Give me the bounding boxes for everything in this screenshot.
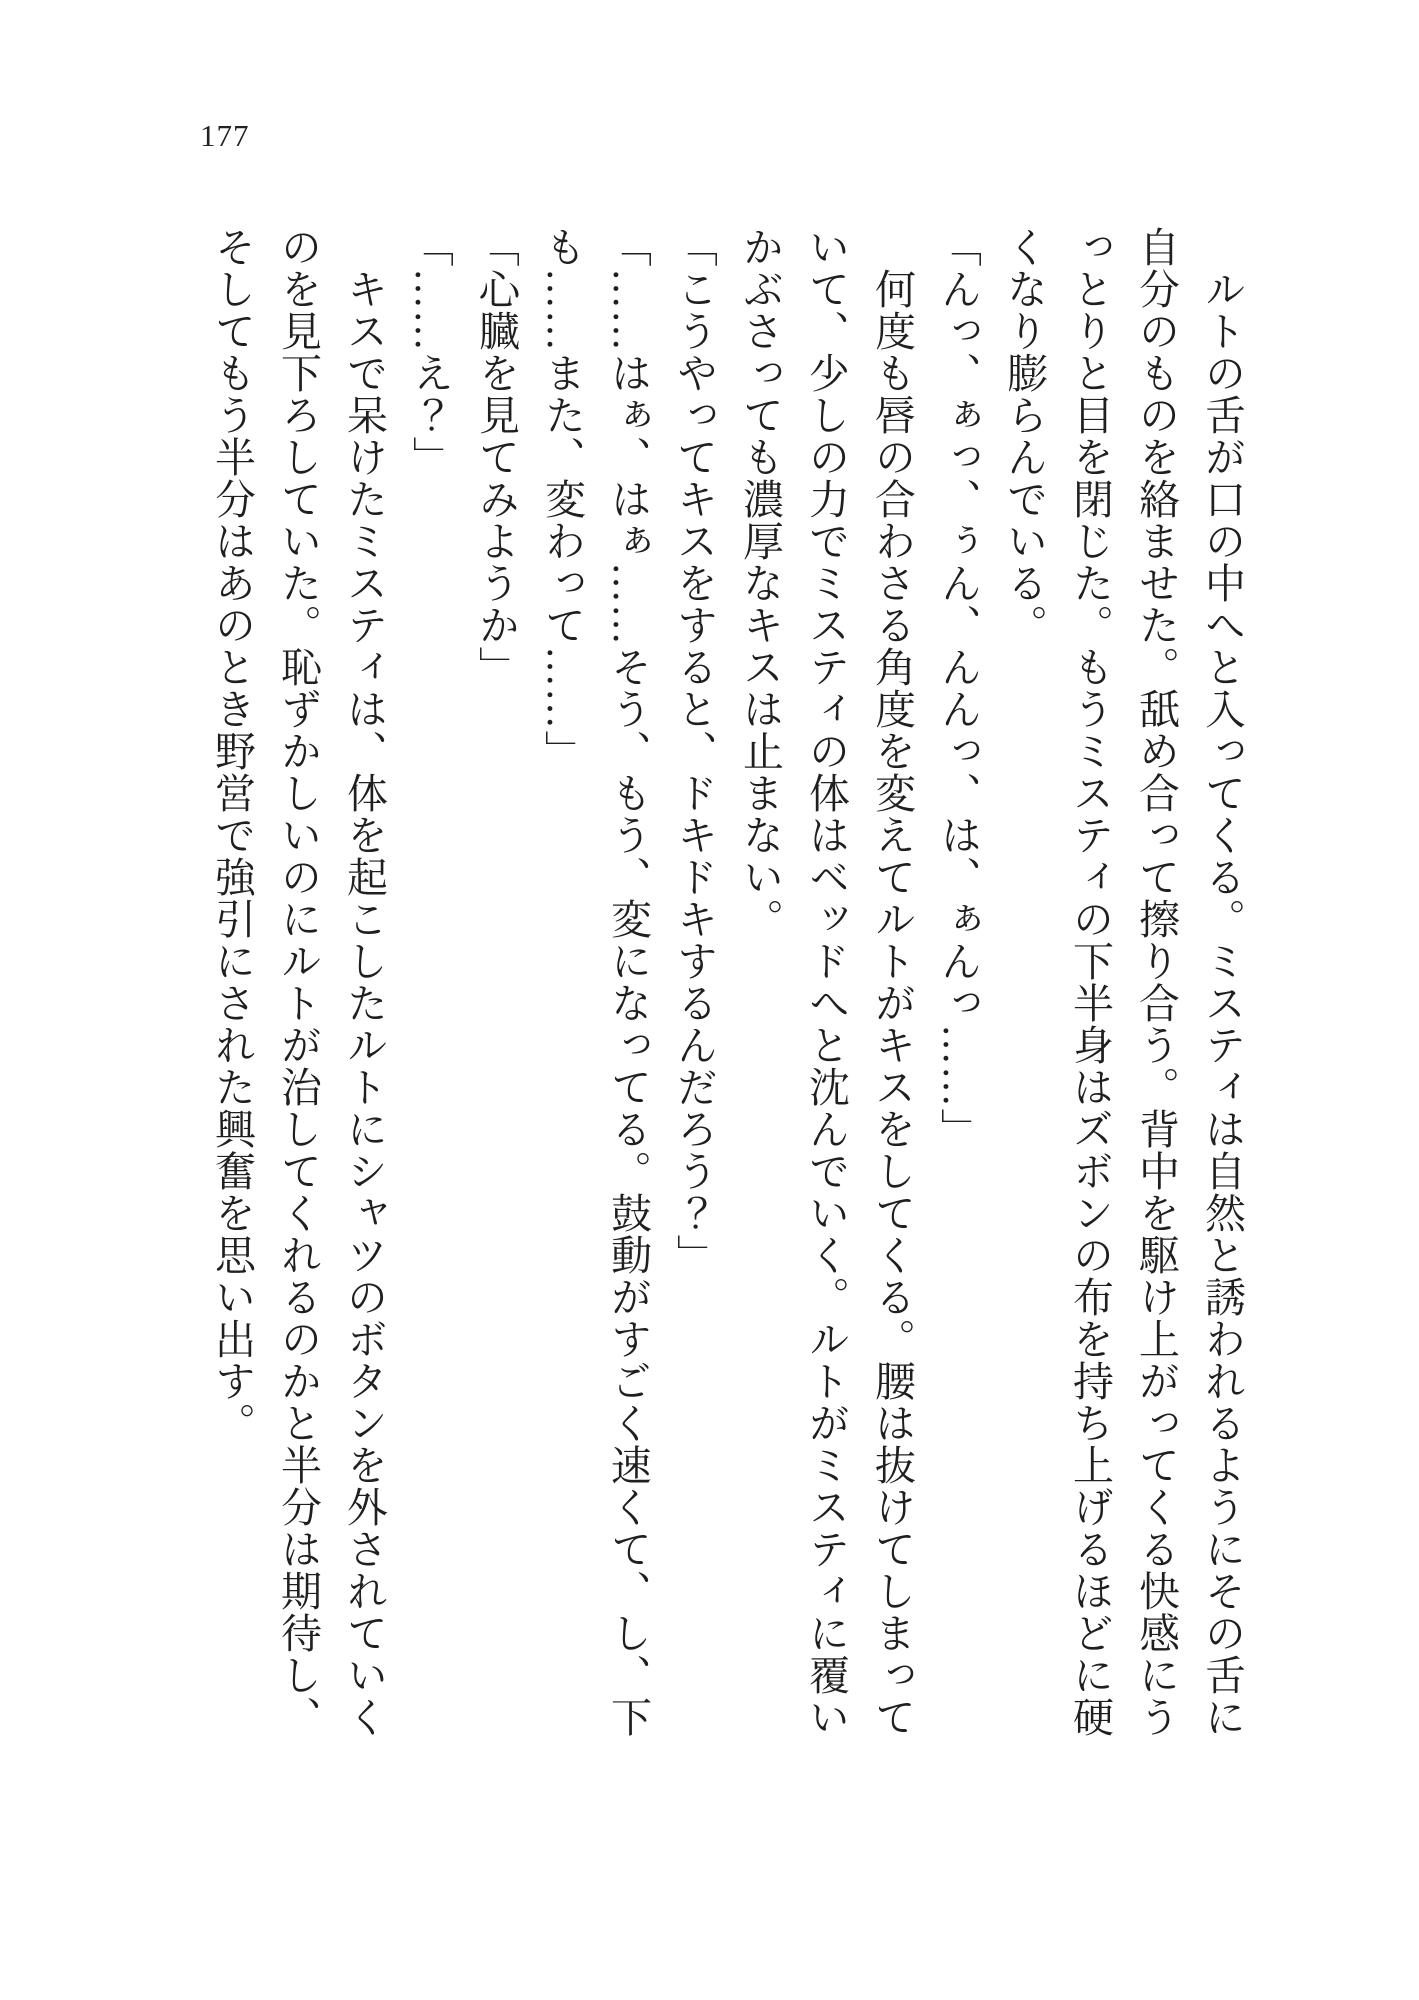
text-column: ルトの舌が口の中へと入ってくる。ミスティは自然と誘われるようにその舌に <box>1199 268 1245 1738</box>
vertical-text-block <box>199 226 1255 1746</box>
text-column: のを見下ろしていた。恥ずかしいのにルトが治してくれるのかと半分は期待し、 <box>275 226 321 1738</box>
text-column: 自分のものを絡ませた。舐め合って擦り合う。背中を駆け上がってくる快感にう <box>1133 226 1179 1738</box>
page-number: 177 <box>200 118 250 153</box>
text-column: キスで呆けたミスティは、体を起こしたルトにシャツのボタンを外されていく <box>341 268 387 1738</box>
text-column: っとりと目を閉じた。もうミスティの下半身はズボンの布を持ち上げるほどに硬 <box>1067 226 1113 1738</box>
text-column: 何度も唇の合わさる角度を変えてルトがキスをしてくる。腰は抜けてしまって <box>869 268 915 1738</box>
text-column: 「……はぁ、はぁ……そう、もう、変になってる。鼓動がすごく速くて、し、下 <box>605 226 651 1738</box>
text-column: 「……え？」 <box>407 226 453 478</box>
text-column: かぶさっても濃厚なキスは止まない。 <box>737 226 783 940</box>
text-column: そしてもう半分はあのとき野営で強引にされた興奮を思い出す。 <box>209 226 255 1444</box>
text-column: 「こうやってキスをすると、ドキドキするんだろう？」 <box>671 226 717 1276</box>
text-column: も……また、変わって……」 <box>539 226 585 772</box>
text-column: いて、少しの力でミスティの体はベッドへと沈んでいく。ルトがミスティに覆い <box>803 226 849 1738</box>
text-column: くなり膨らんでいる。 <box>1001 226 1047 646</box>
text-column: 「心臓を見てみようか」 <box>473 226 519 688</box>
text-column: 「んっ、ぁっ、ぅん、んんっ、は、ぁんっ……」 <box>935 226 981 1150</box>
